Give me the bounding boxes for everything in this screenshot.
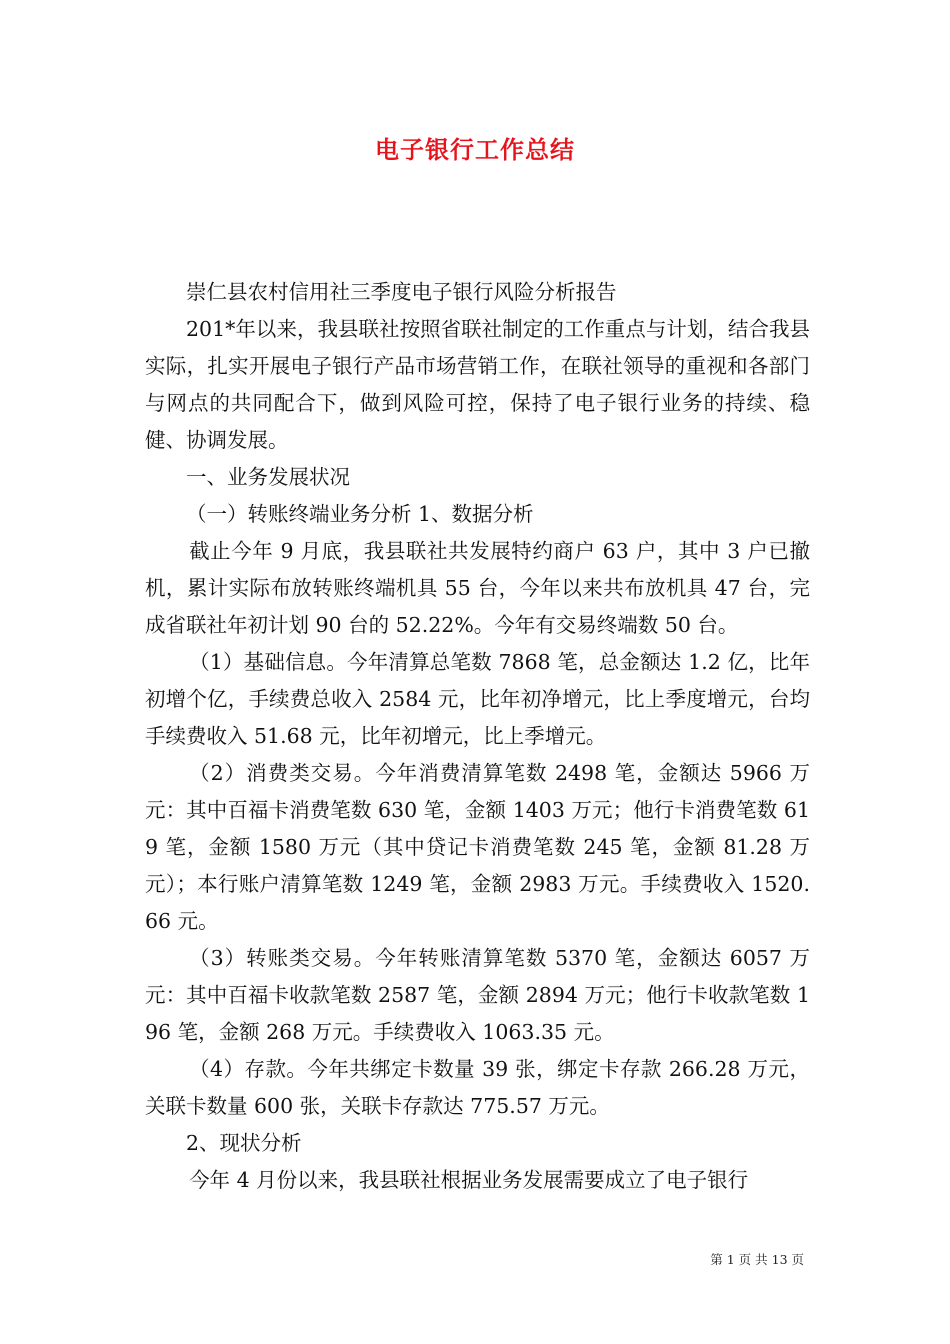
deposit-paragraph: （4）存款。今年共绑定卡数量 39 张，绑定卡存款 266.28 万元，关联卡数量 600 张，关联卡存款达 775.57 万元。 bbox=[145, 1057, 810, 1118]
subsection-heading-terminal: （一）转账终端业务分析 1、数据分析 bbox=[186, 502, 534, 526]
page-footer: 第 1 页 共 13 页 bbox=[710, 1252, 804, 1267]
merchant-summary-paragraph: 截止今年 9 月底，我县联社共发展特约商户 63 户，其中 3 户已撤机，累计实际布放转账终端机具 55 台，今年以来共布放机具 47 台，完成省联社年初计划 90 台的 52.22%。今年有交易终端数 50 台。 bbox=[145, 539, 810, 637]
page-title: 电子银行工作总结 bbox=[375, 136, 575, 164]
section-heading-business: 一、业务发展状况 bbox=[186, 465, 350, 489]
consumption-paragraph: （2）消费类交易。今年消费清算笔数 2498 笔，金额达 5966 万元：其中百福卡消费笔数 630 笔，金额 1403 万元；他行卡消费笔数 619 笔，金额 1580 万元（其中贷记卡消费笔数 245 笔，金额 81.28 万元）；本行账户清算笔数 1249 笔，金额 2983 万元。手续费收入 1520.66 元。 bbox=[145, 761, 810, 933]
document-body bbox=[145, 274, 810, 1199]
basic-info-paragraph: （1）基础信息。今年清算总笔数 7868 笔，总金额达 1.2 亿，比年初增个亿，手续费总收入 2584 元，比年初净增元，比上季度增元，台均手续费收入 51.68 元，比年初增元，比上季增元。 bbox=[145, 650, 810, 748]
transfer-paragraph: （3）转账类交易。今年转账清算笔数 5370 笔，金额达 6057 万元：其中百福卡收款笔数 2587 笔，金额 2894 万元；他行卡收款笔数 196 笔，金额 268 万元。手续费收入 1063.35 元。 bbox=[145, 946, 810, 1044]
section-heading-status: 2、现状分析 bbox=[186, 1131, 302, 1155]
report-heading: 崇仁县农村信用社三季度电子银行风险分析报告 bbox=[186, 280, 617, 304]
intro-paragraph: 201*年以来，我县联社按照省联社制定的工作重点与计划，结合我县实际，扎实开展电子银行产品市场营销工作，在联社领导的重视和各部门与网点的共同配合下，做到风险可控，保持了电子银行业务的持续、稳健、协调发展。 bbox=[145, 317, 810, 452]
status-paragraph: 今年 4 月份以来，我县联社根据业务发展需要成立了电子银行 bbox=[189, 1168, 749, 1192]
